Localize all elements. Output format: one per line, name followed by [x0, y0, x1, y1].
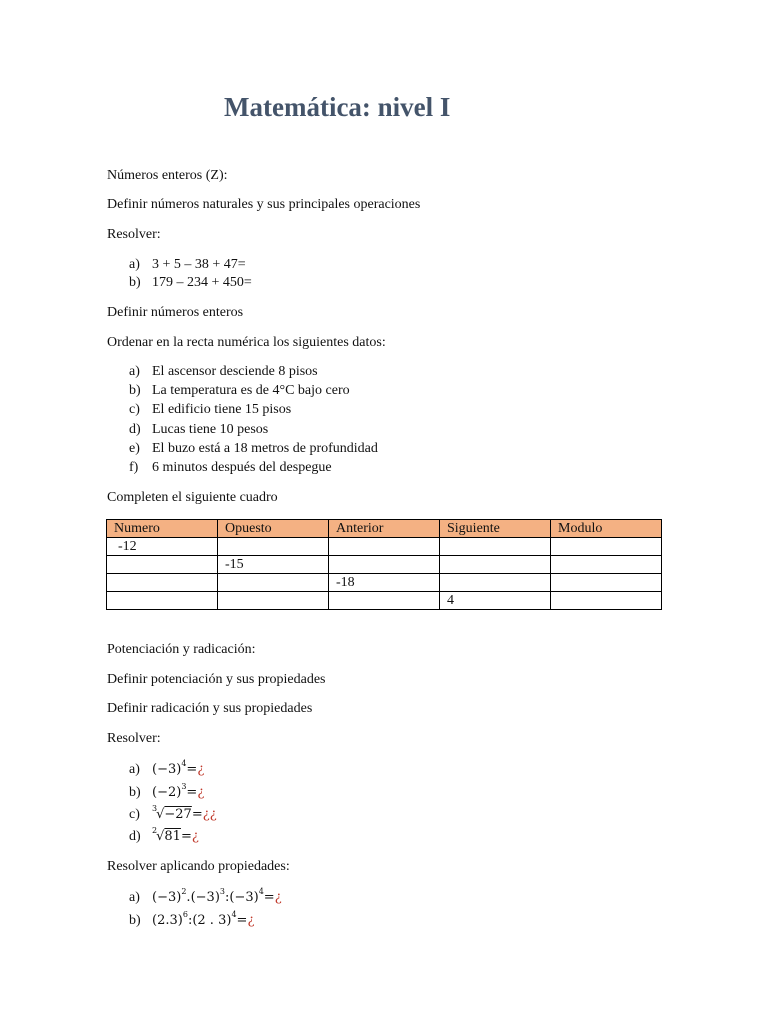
list-item [129, 804, 217, 823]
table-cell [329, 538, 440, 556]
root-expression: $^3$√−27=¿¿ [152, 804, 217, 822]
root-expression: $^2$√81=¿ [152, 826, 199, 844]
list-item [129, 441, 378, 457]
instruction-define-roots: Definir radicación y sus propiedades [107, 701, 313, 716]
exponent: 3 [219, 887, 225, 896]
header-anterior: Anterior [329, 520, 440, 538]
base: −2 [157, 785, 177, 800]
base: −3 [157, 762, 177, 777]
header-siguiente: Siguiente [440, 520, 551, 538]
table-cell [440, 556, 551, 574]
root-index: 2 [152, 826, 158, 835]
table-cell: -15 [218, 556, 329, 574]
list-item [129, 383, 350, 399]
header-numero: Numero [107, 520, 218, 538]
equals: = [186, 785, 198, 800]
table-cell [107, 556, 218, 574]
exponent: 4 [231, 910, 237, 919]
exponent: 4 [258, 887, 264, 896]
radicand: −27 [164, 807, 192, 822]
list-label: b) [129, 383, 141, 398]
list-label: f) [129, 460, 139, 475]
property-expression: $(-3)^2.(-3)^3:(-3)^4=¿$ [152, 887, 282, 905]
table-cell [329, 592, 440, 610]
list-text: 6 minutos después del despegue [152, 460, 332, 475]
instruction-complete-table: Completen el siguiente cuadro [107, 490, 278, 505]
exercise-text: 3 + 5 – 38 + 47= [152, 257, 246, 272]
base: 2.3 [157, 913, 178, 928]
unknown-mark: ¿ [197, 785, 205, 800]
list-item [129, 364, 318, 380]
list-item [129, 257, 246, 273]
unknown-mark: ¿ [197, 762, 205, 777]
base: −3 [234, 890, 254, 905]
instruction-resolver-2: Resolver: [107, 731, 161, 746]
list-item [129, 826, 199, 845]
list-label: b) [129, 785, 141, 800]
table-cell: -12 [107, 538, 218, 556]
equals: = [186, 762, 198, 777]
unknown-mark: ¿ [191, 829, 199, 844]
table-row [107, 574, 662, 592]
list-item [129, 422, 268, 438]
table-row [107, 556, 662, 574]
table-cell [551, 592, 662, 610]
table-cell [440, 574, 551, 592]
section-heading-integers: Números enteros (Z): [107, 168, 228, 183]
unknown-mark: ¿ [274, 890, 282, 905]
table-cell [329, 556, 440, 574]
table-cell [218, 592, 329, 610]
table-header-row [107, 520, 662, 538]
unknown-mark: ¿¿ [202, 807, 217, 822]
list-label: a) [129, 890, 140, 905]
instruction-resolver-properties: Resolver aplicando propiedades: [107, 859, 290, 874]
list-label: a) [129, 762, 140, 777]
section-heading-powers: Potenciación y radicación: [107, 642, 256, 657]
list-label: e) [129, 441, 140, 456]
list-label: c) [129, 807, 140, 822]
equals: = [191, 807, 203, 822]
table-cell [218, 574, 329, 592]
list-label: b) [129, 913, 141, 928]
integers-table [106, 519, 662, 610]
instruction-define-integers: Definir números enteros [107, 305, 244, 320]
root-index: 3 [152, 804, 158, 813]
list-item [129, 275, 252, 291]
exponent: 6 [182, 910, 188, 919]
radicand: 81 [164, 829, 181, 844]
table-cell [107, 592, 218, 610]
list-item [129, 910, 255, 929]
exponent: 3 [181, 782, 187, 791]
table-cell [440, 538, 551, 556]
instruction-order-number-line: Ordenar en la recta numérica los siguientes datos: [107, 335, 386, 350]
instruction-define-powers: Definir potenciación y sus propiedades [107, 672, 326, 687]
operator: : [224, 890, 230, 905]
operator: : [187, 913, 193, 928]
list-text: El ascensor desciende 8 pisos [152, 364, 318, 379]
power-expression: $(-3)^4=¿$ [152, 759, 205, 777]
list-text: Lucas tiene 10 pesos [152, 422, 269, 437]
header-modulo: Modulo [551, 520, 662, 538]
list-label: a) [129, 257, 140, 272]
instruction-define-naturals: Definir números naturales y sus principales operaciones [107, 197, 421, 212]
list-item [129, 460, 332, 476]
table-cell: -18 [329, 574, 440, 592]
header-opuesto: Opuesto [218, 520, 329, 538]
list-text: La temperatura es de 4°C bajo cero [152, 383, 350, 398]
equals: = [236, 913, 248, 928]
list-label: d) [129, 422, 141, 437]
list-label: c) [129, 402, 140, 417]
base: −3 [157, 890, 177, 905]
page-title: Matemática: nivel I [224, 92, 451, 122]
table-cell [551, 556, 662, 574]
table-cell [551, 574, 662, 592]
instruction-resolver: Resolver: [107, 227, 161, 242]
list-item [129, 402, 291, 418]
list-label: a) [129, 364, 140, 379]
list-text: El buzo está a 18 metros de profundidad [152, 441, 378, 456]
base: −3 [195, 890, 215, 905]
list-label: b) [129, 275, 141, 290]
unknown-mark: ¿ [247, 913, 255, 928]
table-cell [107, 574, 218, 592]
table-row [107, 538, 662, 556]
equals: = [180, 829, 192, 844]
exercise-text: 179 – 234 + 450= [152, 275, 252, 290]
list-item [129, 759, 205, 778]
table-cell [551, 538, 662, 556]
list-text: El edificio tiene 15 pisos [152, 402, 292, 417]
table-cell: 4 [440, 592, 551, 610]
base: 2 . 3 [197, 913, 227, 928]
list-label: d) [129, 829, 141, 844]
power-expression: $(-2)^3=¿$ [152, 782, 205, 800]
operator: . [186, 890, 191, 905]
list-item [129, 887, 282, 906]
exponent: 2 [181, 887, 187, 896]
list-item [129, 782, 205, 801]
table-cell [218, 538, 329, 556]
table-row [107, 592, 662, 610]
property-expression: $(2.3)^6:(2$ . 3)$^4$=¿ [152, 910, 255, 928]
exponent: 4 [181, 759, 187, 768]
equals: = [263, 890, 275, 905]
